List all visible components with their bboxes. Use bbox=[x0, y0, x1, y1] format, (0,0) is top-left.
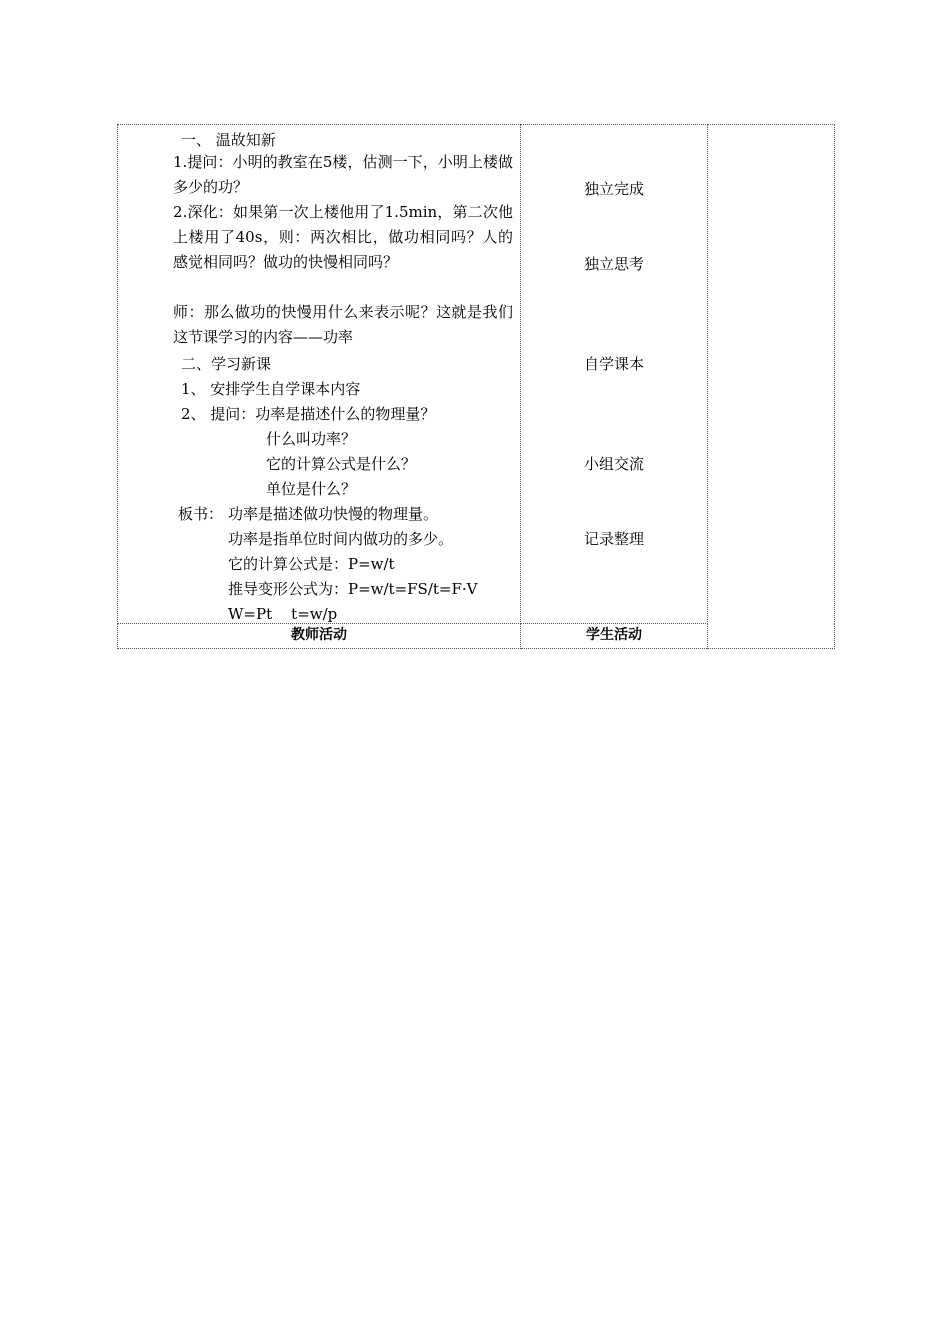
student-activity-4: 小组交流 bbox=[583, 455, 644, 473]
content-row bbox=[118, 125, 835, 624]
sub-question-1: 什么叫功率？ bbox=[266, 430, 357, 448]
teacher-activity-header: 教师活动 bbox=[118, 624, 521, 649]
sub-question-3: 单位是什么？ bbox=[266, 480, 357, 498]
student-activity-header: 学生活动 bbox=[521, 624, 708, 649]
teacher-statement: 师：那么做功的快慢用什么来表示呢？这就是我们这节课学习的内容——功率 bbox=[173, 303, 513, 346]
student-activity-5: 记录整理 bbox=[583, 530, 644, 548]
board-line-2: 功率是指单位时间内做功的多少。 bbox=[228, 530, 454, 548]
notes-cell bbox=[708, 125, 835, 649]
board-line-4: 推导变形公式为：P=w/t=FS/t=F·V bbox=[228, 580, 478, 598]
step-2: 2、 提问：功率是描述什么的物理量？ bbox=[181, 405, 436, 423]
lesson-plan-table bbox=[117, 124, 835, 649]
board-line-5: W=Pt t=w/p bbox=[228, 605, 338, 623]
section-review-title: 一、 温故知新 bbox=[181, 131, 276, 149]
student-activity-1: 独立完成 bbox=[583, 180, 644, 198]
question-1: 1.提问：小明的教室在5楼，估测一下，小明上楼做多少的功？ bbox=[173, 153, 513, 196]
board-line-3: 它的计算公式是：P=w/t bbox=[228, 555, 395, 573]
teacher-activity-cell bbox=[118, 125, 521, 624]
board-label: 板书： bbox=[178, 505, 224, 523]
question-2: 2.深化：如果第一次上楼他用了1.5min，第二次他上楼用了40s，则：两次相比，做功相同吗？人的感觉相同吗？做功的快慢相同吗？ bbox=[173, 203, 513, 271]
step-1: 1、 安排学生自学课本内容 bbox=[181, 380, 361, 398]
student-activity-2: 独立思考 bbox=[583, 255, 644, 273]
board-line-1: 功率是描述做功快慢的物理量。 bbox=[228, 505, 439, 523]
section-new-lesson-title: 二、学习新课 bbox=[181, 355, 272, 373]
student-activity-cell bbox=[521, 125, 708, 624]
sub-question-2: 它的计算公式是什么？ bbox=[266, 455, 417, 473]
student-activity-3: 自学课本 bbox=[583, 355, 644, 373]
